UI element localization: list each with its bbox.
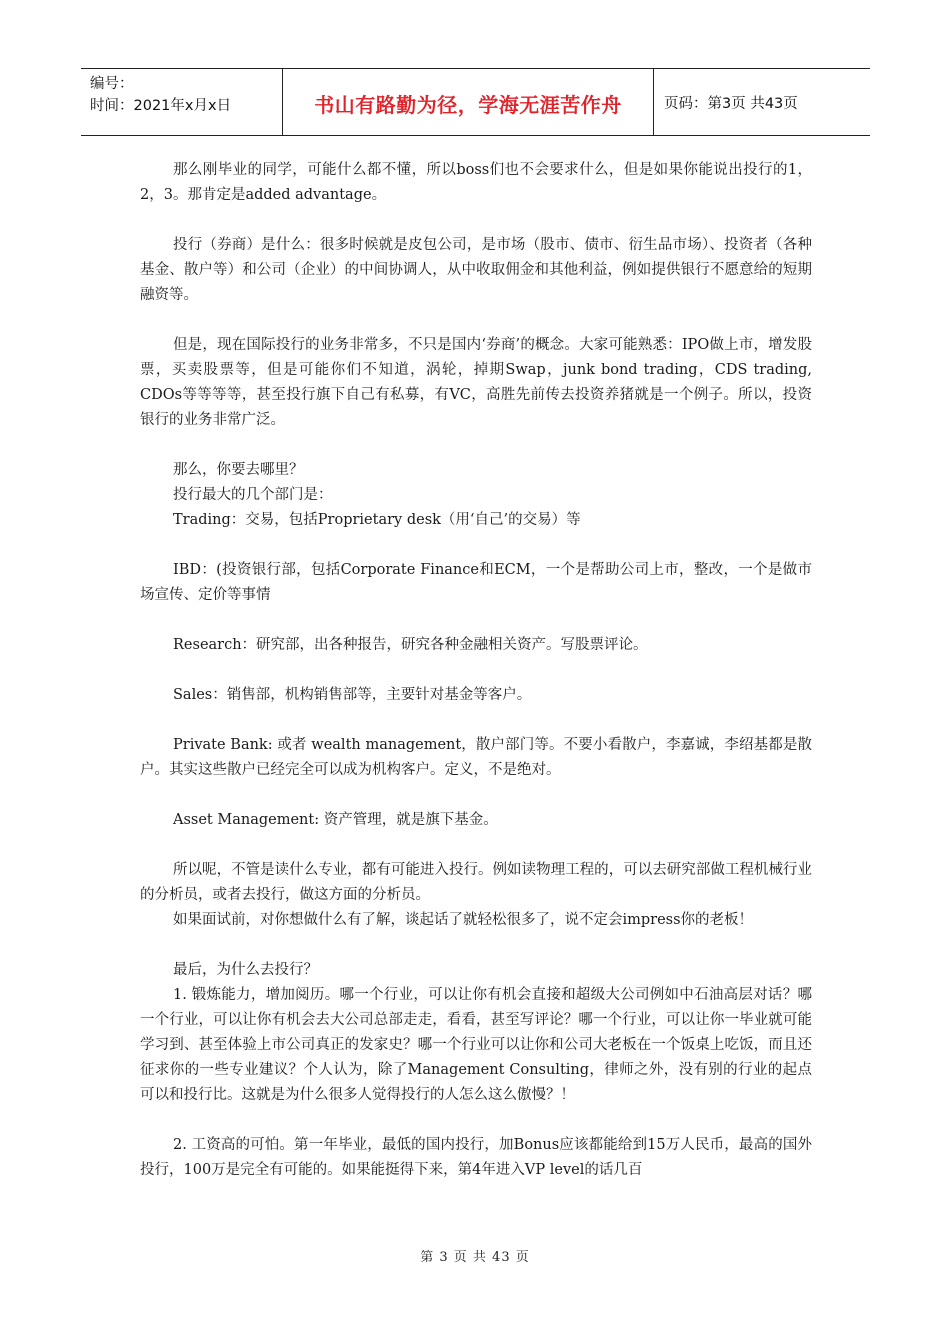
body-paragraph: IBD：(投资银行部，包括Corporate Finance和ECM，一个是帮助公司上市，整改，一个是做市场宣传、定价等事情 <box>140 562 812 603</box>
document-date: 时间：2021年x月x日 <box>90 98 232 114</box>
body-paragraph: 但是，现在国际投行的业务非常多，不只是国内‘券商’的概念。大家可能熟悉：IPO做上市，增发股票，买卖股票等，但是可能你们不知道，涡轮，掉期Swap，junk bond trading，CDS trading, CDOs等等等等，甚至投行旗下自己有私募，有VC，高胜先前传去投资养猪就是一个例子。所以，投资银行的业务非常广泛。 <box>140 337 812 428</box>
body-paragraph: Research：研究部，出各种报告，研究各种金融相关资产。写股票评论。 <box>173 637 648 653</box>
header-motto: 书山有路勤为径，学海无涯苦作舟 <box>314 92 622 117</box>
body-paragraph: 投行最大的几个部门是： <box>173 487 333 503</box>
body-paragraph: 最后，为什么去投行？ <box>173 962 318 978</box>
paragraph-spacer <box>140 833 812 858</box>
body-paragraph: 那么，你要去哪里？ <box>173 462 304 478</box>
document-number-label: 编号： <box>90 76 134 92</box>
page-footer: 第 3 页 共 43 页 <box>420 1250 530 1265</box>
paragraph-spacer <box>140 608 812 633</box>
paragraph-spacer <box>140 308 812 333</box>
body-paragraph: Sales：销售部，机构销售部等，主要针对基金等客户。 <box>173 687 532 703</box>
body-paragraph: Private Bank: 或者 wealth management，散户部门等。不要小看散户，李嘉诚，李绍基都是散户。其实这些散户已经完全可以成为机构客户。定义，不是绝对。 <box>140 737 812 778</box>
header-motto-cell <box>283 69 654 135</box>
header-page-info: 页码：第3页 共43页 <box>664 95 798 112</box>
body-paragraph: 投行（券商）是什么：很多时候就是皮包公司，是市场（股市、债市、衍生品市场）、投资者（各种基金、散户等）和公司（企业）的中间协调人，从中收取佣金和其他利益，例如提供银行不愿意给的短期融资等。 <box>140 237 812 303</box>
body-paragraph: 1. 锻炼能力，增加阅历。哪一个行业，可以让你有机会直接和超级大公司例如中石油高层对话？哪一个行业，可以让你有机会去大公司总部走走，看看，甚至写评论？哪一个行业，可以让你一毕业就可能学习到、甚至体验上市公司真正的发家史？哪一个行业可以让你和公司大老板在一个饭桌上吃饭，而且还征求你的一些专业建议？个人认为，除了Management Consulting，律师之外，没有别的行业的起点可以和投行比。这就是为什么很多人觉得投行的人怎么这么傲慢？！ <box>140 987 812 1103</box>
paragraph-spacer <box>140 433 812 458</box>
paragraph-spacer <box>140 708 812 733</box>
header-meta <box>81 69 283 135</box>
document-body <box>140 158 812 1183</box>
paragraph-spacer <box>140 933 812 958</box>
body-paragraph: Asset Management: 资产管理，就是旗下基金。 <box>173 812 498 828</box>
body-paragraph: 2. 工资高的可怕。第一年毕业，最低的国内投行，加Bonus应该都能给到15万人民币，最高的国外投行，100万是完全有可能的。如果能挺得下来，第4年进入VP level的话几百 <box>140 1137 812 1178</box>
body-paragraph: 如果面试前，对你想做什么有了解，谈起话了就轻松很多了，说不定会impress你的老板！ <box>173 912 754 928</box>
paragraph-spacer <box>140 658 812 683</box>
document-header <box>81 68 870 136</box>
paragraph-spacer <box>140 208 812 233</box>
paragraph-spacer <box>140 783 812 808</box>
body-paragraph: Trading：交易，包括Proprietary desk（用‘自己’的交易）等 <box>173 512 581 528</box>
paragraph-spacer <box>140 533 812 558</box>
body-paragraph: 那么刚毕业的同学，可能什么都不懂，所以boss们也不会要求什么，但是如果你能说出投行的1，2，3。那肯定是added advantage。 <box>140 162 812 203</box>
body-paragraph: 所以呢，不管是读什么专业，都有可能进入投行。例如读物理工程的，可以去研究部做工程机械行业的分析员，或者去投行，做这方面的分析员。 <box>140 862 812 903</box>
paragraph-spacer <box>140 1108 812 1133</box>
